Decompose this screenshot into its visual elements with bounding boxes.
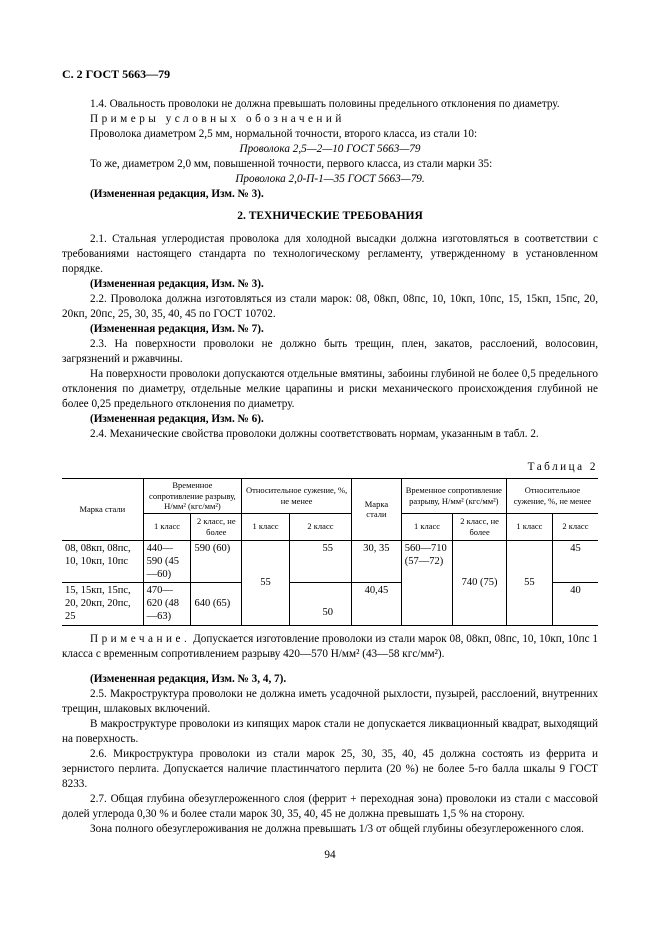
- clause-2-6: 2.6. Микроструктура проволоки из стали марок 25, 30, 35, 40, 45 должна состоять из феррита и зернистого перлита. Допускается наличие пластинчатого перлита (20 %) не более 5-го балла шкалы 9 ГОСТ 8233.: [62, 747, 598, 790]
- cell-narrowing-class-1-right: 55: [506, 540, 552, 625]
- col-header-narrow-class-1: 1 класс: [242, 513, 290, 540]
- examples-title: Примеры условных обозначений: [90, 113, 345, 125]
- col-header-class-2: 2 класс, не более: [191, 513, 242, 540]
- cell-strength-class-1: 470—620 (48—63): [143, 582, 191, 625]
- cell-grade-right: 40,45: [352, 582, 402, 625]
- col-header-narrow-class-2: 2 класс: [289, 513, 351, 540]
- page-header: С. 2 ГОСТ 5663—79: [62, 67, 171, 81]
- col-header-class-1: 1 класс: [143, 513, 191, 540]
- cell-narrowing-class-2-right: 40: [552, 582, 598, 625]
- cell-strength-class-2: 590 (60): [191, 540, 242, 582]
- col-header-grade-right: Марка стали: [352, 479, 402, 541]
- cell-strength-class-1: 440—590 (45—60): [143, 540, 191, 582]
- cell-grade: 15, 15кп, 15пс, 20, 20кп, 20пс, 25: [62, 582, 143, 625]
- zone-text-start: Зона полного обезуглероживания не должна превышать: [90, 822, 359, 835]
- clause-2-1: 2.1. Стальная углеродистая проволока для холодной высадки должна изготовляться в соответствии с требованиями настоящего стандарта по технологическому регламенту, утвержденному в установленном порядке.: [62, 233, 598, 275]
- revision-note: (Измененная редакция, Изм. № 3).: [90, 278, 264, 290]
- clause-2-3-continued: На поверхности проволоки допускаются отдельные вмятины, забоины глубиной не более 0,5 предельного отклонения по диаметру, отдельные мелкие царапины и риски механического происхождения глубиной не более 0,25 предельного отклонения по диаметру.: [62, 368, 598, 410]
- cell-strength-class-2-right: 740 (75): [453, 540, 507, 625]
- cell-narrowing-class-1: 55: [242, 540, 290, 625]
- col-header-strength-right: Временное сопротивление разрыву, Н/мм² (кгс/мм²): [401, 479, 506, 514]
- col-header-narrowing: Относительное сужение, %, не менее: [242, 479, 352, 514]
- col-header-narrowing-right: Относительное сужение, %, не менее: [506, 479, 598, 514]
- page-number: 94: [324, 849, 336, 861]
- col-header-narrow-class-2-right: 2 класс: [552, 513, 598, 540]
- cell-narrowing-class-2: 50: [289, 582, 351, 625]
- cell-narrowing-class-2: 55: [289, 540, 351, 582]
- col-header-grade: Марка стали: [79, 504, 126, 514]
- clause-2-5-continued: В макроструктуре проволоки из кипящих марок стали не допускается ликвационный квадрат, выходящий на поверхность.: [62, 717, 598, 745]
- example-2-code: Проволока 2,0-П-1—35 ГОСТ 5663—79.: [235, 173, 425, 185]
- col-header-narrow-class-1-right: 1 класс: [506, 513, 552, 540]
- example-1: Проволока диаметром 2,5 мм, нормальной точности, второго класса, из стали 10:: [90, 128, 478, 140]
- cell-strength-class-1-right: 560—710 (57—72): [401, 540, 453, 625]
- cell-strength-class-2: 640 (65): [191, 582, 242, 625]
- clause-2-4: 2.4. Механические свойства проволоки должны соответствовать нормам, указанным в табл. 2.: [90, 428, 539, 440]
- body-text: [62, 97, 598, 837]
- clause-2-5: 2.5. Макроструктура проволоки не должна иметь усадочной рыхлости, пузырей, расслоений, внутренних трещин, шлаковых включений.: [62, 687, 598, 715]
- cell-grade-right: 30, 35: [352, 540, 402, 582]
- col-header-class-2-right: 2 класс, не более: [453, 513, 507, 540]
- clause-2-7: 2.7. Общая глубина обезуглероженного слоя (феррит + переходная зона) проволоки из стали с массовой долей углерода 0,30 % и более стали марок 30, 35, 40, 45 не должна превышать 1,5 % на сторону.: [62, 792, 598, 820]
- zone-fraction: 1/3: [358, 822, 374, 835]
- revision-note: (Измененная редакция, Изм. № 3).: [90, 188, 264, 200]
- cell-grade: 08, 08кп, 08пс, 10, 10кп, 10пс: [62, 540, 143, 582]
- revision-note: (Измененная редакция, Изм. № 7).: [90, 323, 264, 335]
- clause-2-7-zone: [62, 822, 598, 837]
- note-label: Примечание.: [90, 632, 191, 645]
- zone-text-end: от общей глубины обезуглероженного слоя.: [373, 822, 584, 835]
- table-caption: Таблица 2: [527, 461, 598, 473]
- revision-note: (Измененная редакция, Изм. № 6).: [90, 413, 264, 425]
- col-header-class-1-right: 1 класс: [401, 513, 453, 540]
- mechanical-properties-table: [62, 478, 598, 626]
- clause-2-2: 2.2. Проволока должна изготовляться из стали марок: 08, 08кп, 08пс, 10, 10кп, 10пс, 15, 15кп, 15пс, 20, 20кп, 20пс, 25, 30, 35, 40, 45 по ГОСТ 10702.: [62, 293, 598, 320]
- section-title: 2. ТЕХНИЧЕСКИЕ ТРЕБОВАНИЯ: [237, 210, 423, 222]
- table-row: [62, 540, 598, 582]
- clause-1-4: 1.4. Овальность проволоки не должна превышать половины предельного отклонения по диаметру.: [90, 98, 560, 110]
- revision-note: (Измененная редакция, Изм. № 3, 4, 7).: [90, 672, 287, 685]
- example-1-code: Проволока 2,5—2—10 ГОСТ 5663—79: [239, 143, 421, 155]
- col-header-strength: Временное сопротивление разрыву, Н/мм² (кгс/мм²): [143, 479, 242, 514]
- cell-narrowing-class-2-right: 45: [552, 540, 598, 582]
- note-text: Допускается изготовление проволоки из стали марок 08, 08кп, 08пс, 10, 10кп, 10пс 1 класса с временным сопротивлением разрыву 420—570 Н/мм² (43—58 кгс/мм²).: [62, 632, 599, 660]
- clause-2-3: 2.3. На поверхности проволоки не должно быть трещин, плен, закатов, расслоений, волосовин, загрязнений и ржавчины.: [62, 338, 598, 365]
- example-2: То же, диаметром 2,0 мм, повышенной точности, первого класса, из стали марки 35:: [90, 158, 493, 170]
- table-note: [62, 632, 598, 662]
